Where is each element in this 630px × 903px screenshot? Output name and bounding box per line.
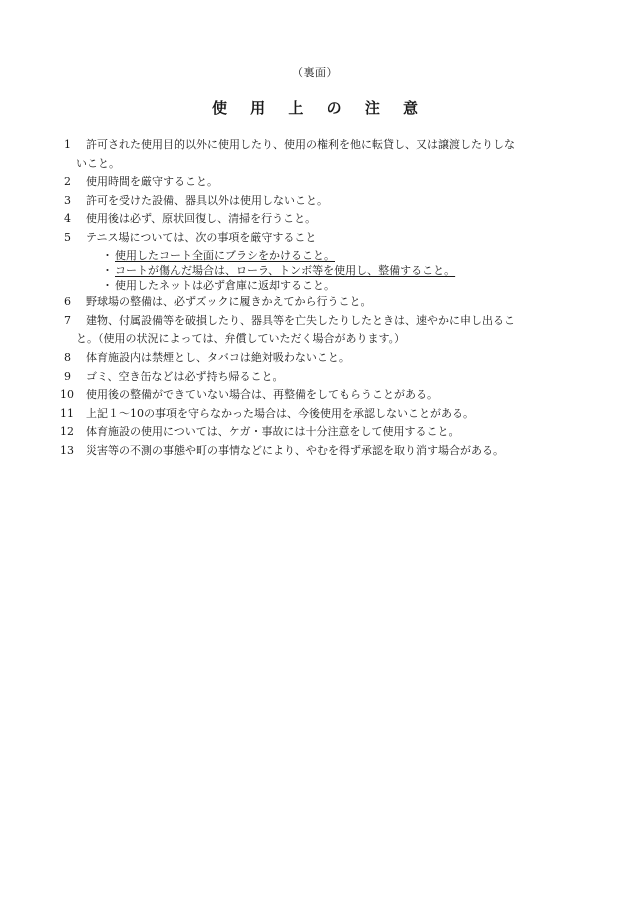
bullet: ・ [102, 263, 113, 277]
list-item-5 [64, 229, 574, 248]
item-number: 7 [64, 313, 71, 327]
item-text: 許可された使用目的以外に使用したり、使用の権利を他に転貸し、又は譲渡したりしな [86, 138, 515, 151]
tennis-rule-text: 使用したコート全面にブラシをかけること。 [115, 248, 335, 262]
item-number: 10 [60, 388, 74, 402]
item-number: 9 [64, 369, 71, 383]
item-number: 1 [64, 138, 71, 151]
item-number: 5 [64, 230, 71, 244]
item-text: 災害等の不測の事態や町の事情などにより、やむを得ず承認を取り消す場合がある。 [86, 443, 504, 457]
item-number: 4 [64, 212, 71, 226]
item-number: 2 [64, 175, 71, 189]
item-text: 体育施設の使用については、ケガ・事故には十分注意をして使用すること。 [86, 425, 460, 439]
list-item-3 [64, 192, 574, 211]
tennis-rule-3 [64, 278, 574, 293]
item-text: 使用後の整備ができていない場合は、再整備をしてもらうことがある。 [86, 388, 438, 402]
precautions-list [60, 136, 574, 461]
item-number: 12 [60, 425, 74, 439]
list-item-2 [64, 173, 574, 192]
item-text: 許可を受けた設備、器具以外は使用しないこと。 [86, 193, 328, 207]
item-number: 11 [60, 406, 74, 420]
item-text: 上記１～10の事項を守らなかった場合は、今後使用を承認しないことがある。 [86, 406, 474, 420]
bullet: ・ [102, 278, 113, 292]
page-side-label: （裏面） [292, 66, 338, 79]
list-item-7 [64, 312, 574, 349]
item-text: 使用時間を厳守すること。 [86, 175, 218, 189]
item-number: 8 [64, 350, 71, 364]
list-item-4 [64, 210, 574, 229]
item-text: ゴミ、空き缶などは必ず持ち帰ること。 [86, 369, 284, 383]
item-text: 野球場の整備は、必ずズックに履きかえてから行うこと。 [86, 295, 372, 309]
tennis-rule-2 [64, 263, 574, 278]
list-item-11 [60, 405, 574, 424]
item-number: 13 [60, 443, 74, 457]
list-item-10 [60, 386, 574, 405]
list-item-9 [64, 368, 574, 387]
item-text: テニス場については、次の事項を厳守すること [86, 230, 317, 244]
item-text-continued: いこと。 [76, 156, 120, 170]
bullet: ・ [102, 248, 113, 262]
list-item-12 [60, 423, 574, 442]
item-text: 使用後は必ず、原状回復し、清掃を行うこと。 [86, 212, 317, 226]
tennis-rule-text: 使用したネットは必ず倉庫に返却すること。 [115, 278, 335, 292]
item-text-continued: と。（使用の状況によっては、弁償していただく場合があります。） [76, 332, 406, 346]
list-item-6 [64, 293, 574, 312]
item-text: 体育施設内は禁煙とし、タバコは絶対吸わないこと。 [86, 350, 350, 364]
list-item-8 [64, 349, 574, 368]
item-number: 3 [64, 193, 71, 207]
item-number: 6 [64, 295, 71, 309]
tennis-rule-1 [64, 248, 574, 263]
page-title: 使 用 上 の 注 意 [211, 99, 428, 117]
tennis-rule-text: コートが傷んだ場合は、ローラ、トンボ等を使用し、整備すること。 [115, 263, 456, 277]
list-item-13 [60, 442, 574, 461]
item-text: 建物、付属設備等を破損したり、器具等を亡失したりしたときは、速やかに申し出るこ [86, 313, 515, 327]
list-item-1 [64, 136, 574, 173]
